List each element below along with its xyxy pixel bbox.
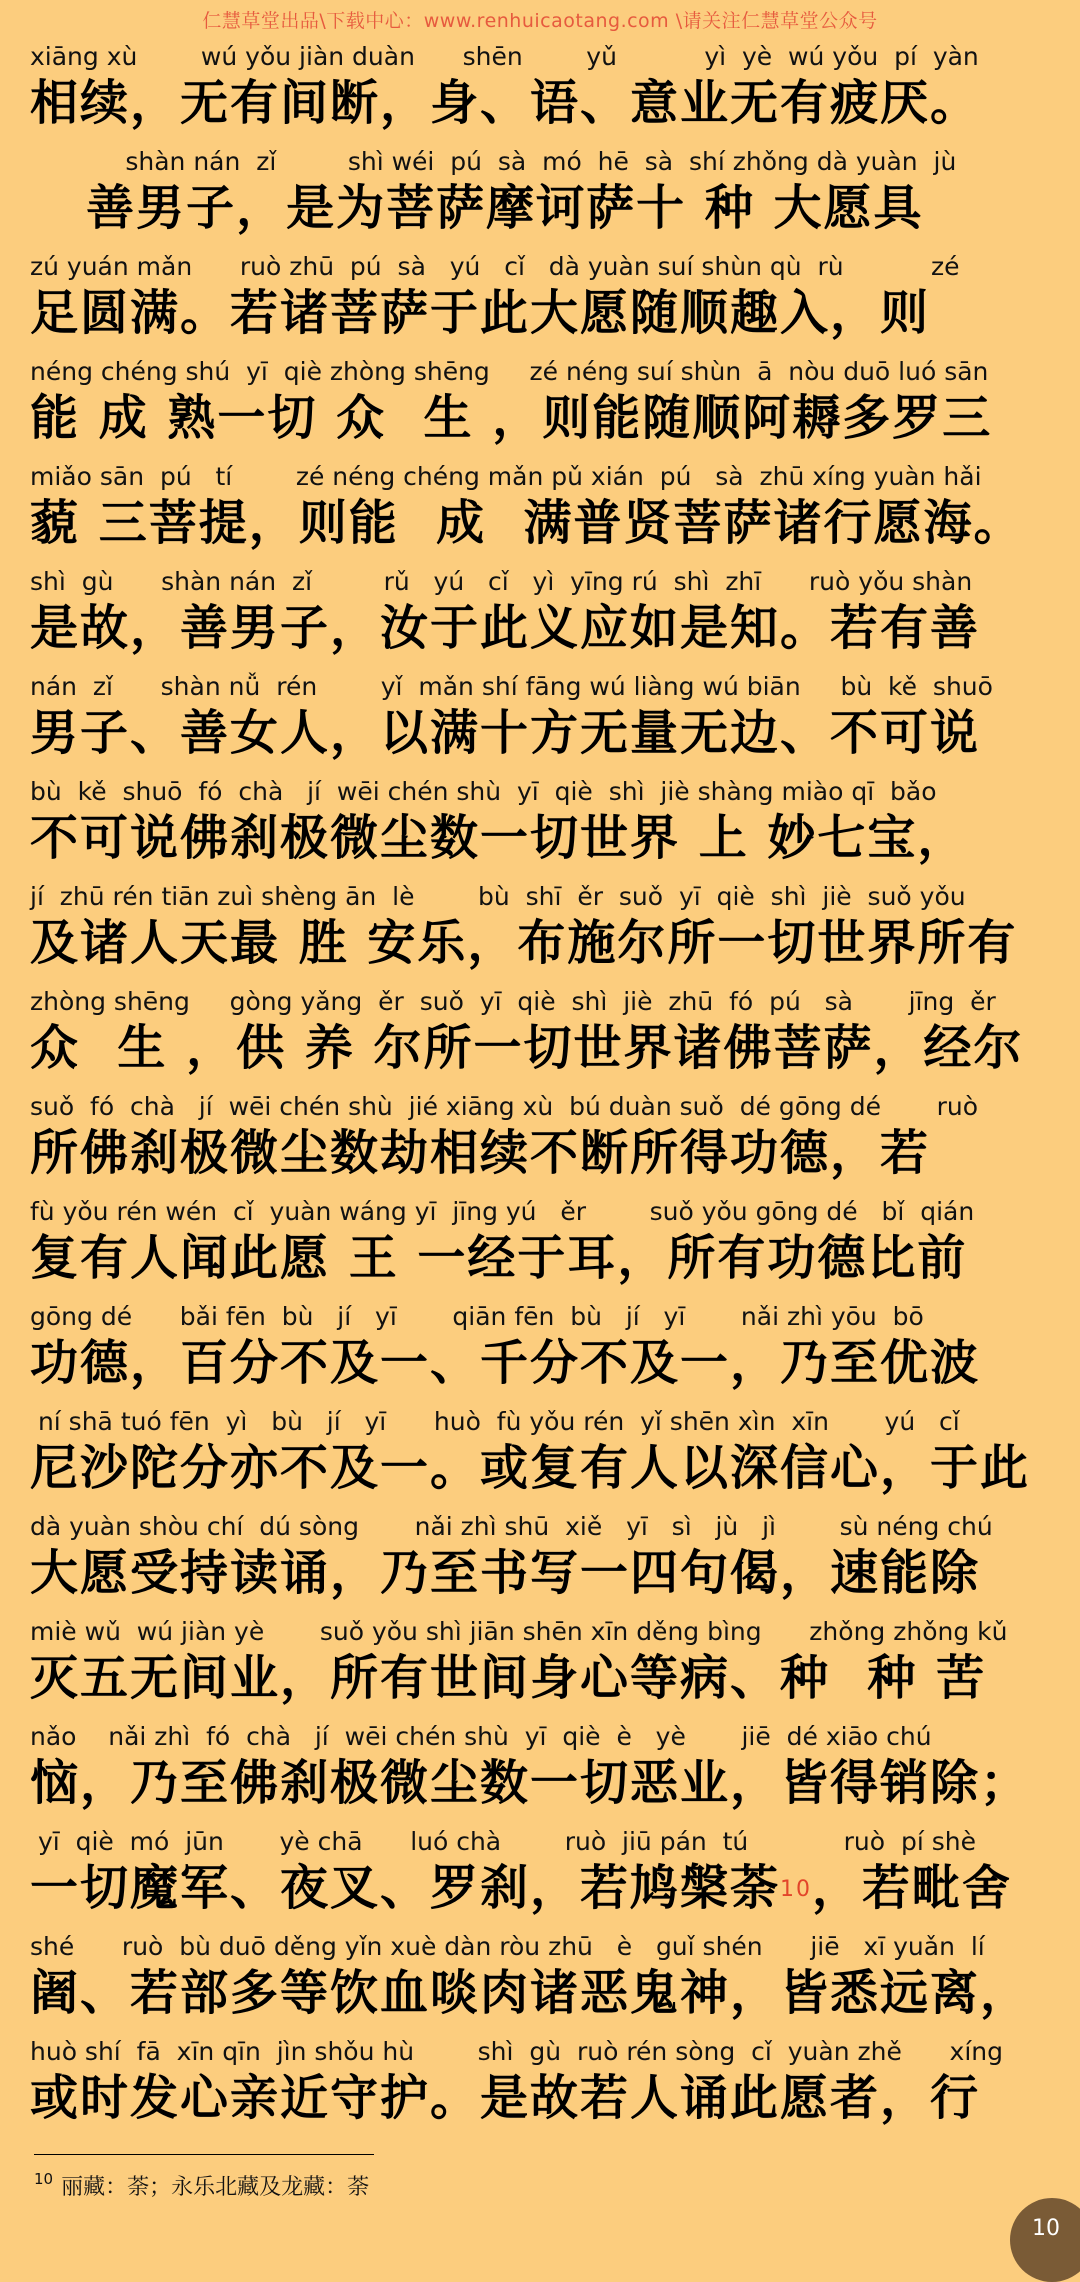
footnote-text: 丽藏：荼；永乐北藏及龙藏：荼 xyxy=(61,2175,370,2200)
hanzi-line: 复有人闻此愿 王 一经于耳，所有功德比前 xyxy=(30,1230,968,1286)
text-line xyxy=(30,2035,1050,2140)
text-line xyxy=(30,250,1050,355)
page-number: 10 xyxy=(1032,2216,1060,2241)
pinyin-line: huò shí fā xīn qīn jìn shǒu hù shì gù ruò rén sòng cǐ yuàn zhě xíng xyxy=(30,2037,1003,2066)
text-line xyxy=(30,670,1050,775)
footnote-reference: 10 xyxy=(780,1877,813,1902)
text-line xyxy=(30,1405,1050,1510)
hanzi-line: 是故，善男子，汝于此义应如是知。若有善 xyxy=(30,600,981,656)
text-line xyxy=(30,1300,1050,1405)
footnote-mark: 10 xyxy=(34,2170,54,2188)
pinyin-line: néng chéng shú yī qiè zhòng shēng zé néng suí shùn ā nòu duō luó sān xyxy=(30,357,989,386)
pinyin-line: dà yuàn shòu chí dú sòng nǎi zhì shū xiě yī sì jù jì sù néng chú xyxy=(30,1512,993,1541)
hanzi-line: 善男子，是为菩萨摩诃萨十 种 大愿具 xyxy=(30,180,924,236)
hanzi-line: 藐 三菩提，则能 成 满普贤菩萨诸行愿海。 xyxy=(30,495,1024,551)
footnote-divider xyxy=(34,2154,374,2155)
page-number-badge xyxy=(1010,2198,1080,2282)
text-line xyxy=(30,565,1050,670)
pinyin-line: yī qiè mó jūn yè chā luó chà ruò jiū pán tú ruò pí shè xyxy=(30,1827,976,1856)
text-line xyxy=(30,145,1050,250)
hanzi-line: 灭五无间业，所有世间身心等病、种 种 苦 xyxy=(30,1650,987,1706)
pinyin-line: fù yǒu rén wén cǐ yuàn wáng yī jīng yú ěr suǒ yǒu gōng dé bǐ qián xyxy=(30,1197,975,1226)
text-line xyxy=(30,1510,1050,1615)
text-line xyxy=(30,1930,1050,2035)
hanzi-line: 及诸人天最 胜 安乐，布施尔所一切世界所有 xyxy=(30,915,1018,971)
pinyin-line: miǎo sān pú tí zé néng chéng mǎn pǔ xián pú sà zhū xíng yuàn hǎi xyxy=(30,462,982,491)
hanzi-line: 男子、善女人，以满十方无量无边、不可说 xyxy=(30,705,981,761)
text-line xyxy=(30,1825,1050,1930)
pinyin-line: shì gù shàn nán zǐ rǔ yú cǐ yì yīng rú shì zhī ruò yǒu shàn xyxy=(30,567,973,596)
pinyin-line: shàn nán zǐ shì wéi pú sà mó hē sà shí zhǒng dà yuàn jù xyxy=(30,147,957,176)
text-line xyxy=(30,460,1050,565)
hanzi-line: 足圆满。若诸菩萨于此大愿随顺趣入，则 xyxy=(30,285,931,341)
text-line xyxy=(30,40,1050,145)
text-line xyxy=(30,1195,1050,1300)
hanzi-segment: 一切魔军、夜叉、罗刹，若鸠槃荼 xyxy=(30,1860,781,1916)
hanzi-line: 尼沙陀分亦不及一。或复有人以深信心，于此 xyxy=(30,1440,1031,1496)
text-line xyxy=(30,985,1050,1090)
footnote xyxy=(34,2170,369,2201)
hanzi-line: 不可说佛刹极微尘数一切世界 上 妙七宝， xyxy=(30,810,968,866)
pinyin-line: nán zǐ shàn nǚ rén yǐ mǎn shí fāng wú liàng wú biān bù kě shuō xyxy=(30,672,993,701)
pinyin-line: miè wǔ wú jiàn yè suǒ yǒu shì jiān shēn xīn děng bìng zhǒng zhǒng kǔ xyxy=(30,1617,1008,1646)
page-header: 仁慧草堂出品\下载中心：www.renhuicaotang.com \请关注仁慧草堂公众号 xyxy=(202,10,878,32)
pinyin-line: gōng dé bǎi fēn bù jí yī qiān fēn bù jí yī nǎi zhì yōu bō xyxy=(30,1302,924,1331)
hanzi-line: 功德，百分不及一、千分不及一，乃至优波 xyxy=(30,1335,981,1391)
pinyin-line: zú yuán mǎn ruò zhū pú sà yú cǐ dà yuàn suí shùn qù rù zé xyxy=(30,252,960,281)
text-line xyxy=(30,355,1050,460)
pinyin-line: nǎo nǎi zhì fó chà jí wēi chén shù yī qiè è yè jiē dé xiāo chú xyxy=(30,1722,932,1751)
hanzi-line: 所佛刹极微尘数劫相续不断所得功德，若 xyxy=(30,1125,931,1181)
hanzi-line: 大愿受持读诵，乃至书写一四句偈，速能除 xyxy=(30,1545,981,1601)
pinyin-line: jí zhū rén tiān zuì shèng ān lè bù shī ěr suǒ yī qiè shì jiè suǒ yǒu xyxy=(30,882,966,911)
pinyin-line: bù kě shuō fó chà jí wēi chén shù yī qiè shì jiè shàng miào qī bǎo xyxy=(30,777,937,806)
text-line xyxy=(30,880,1050,985)
hanzi-line: 能 成 熟一切 众 生 ，则能随顺阿耨多罗三 xyxy=(30,390,993,446)
pinyin-line: xiāng xù wú yǒu jiàn duàn shēn yǔ yì yè wú yǒu pí yàn xyxy=(30,42,979,71)
pinyin-line: shé ruò bù duō děng yǐn xuè dàn ròu zhū è guǐ shén jiē xī yuǎn lí xyxy=(30,1932,985,1961)
hanzi-line: 恼，乃至佛刹极微尘数一切恶业，皆得销除； xyxy=(30,1755,1031,1811)
hanzi-line: 众 生 ，供 养 尔所一切世界诸佛菩萨，经尔 xyxy=(30,1020,1024,1076)
text-line xyxy=(30,775,1050,880)
hanzi-segment: ，若毗舍 xyxy=(812,1860,1013,1916)
pinyin-line: suǒ fó chà jí wēi chén shù jié xiāng xù bú duàn suǒ dé gōng dé ruò xyxy=(30,1092,979,1121)
text-line xyxy=(30,1090,1050,1195)
hanzi-line: 或时发心亲近守护。是故若人诵此愿者，行 xyxy=(30,2070,981,2126)
hanzi-line xyxy=(30,1855,1050,1921)
text-line xyxy=(30,1720,1050,1825)
pinyin-line: ní shā tuó fēn yì bù jí yī huò fù yǒu rén yǐ shēn xìn xīn yú cǐ xyxy=(30,1407,960,1436)
hanzi-line: 阇、若部多等饮血啖肉诸恶鬼神，皆悉远离， xyxy=(30,1965,1031,2021)
text-line xyxy=(30,1615,1050,1720)
sutra-text xyxy=(30,40,1050,2140)
hanzi-line: 相续，无有间断，身、语、意业无有疲厌。 xyxy=(30,75,981,131)
pinyin-line: zhòng shēng gòng yǎng ěr suǒ yī qiè shì jiè zhū fó pú sà jīng ěr xyxy=(30,987,996,1016)
